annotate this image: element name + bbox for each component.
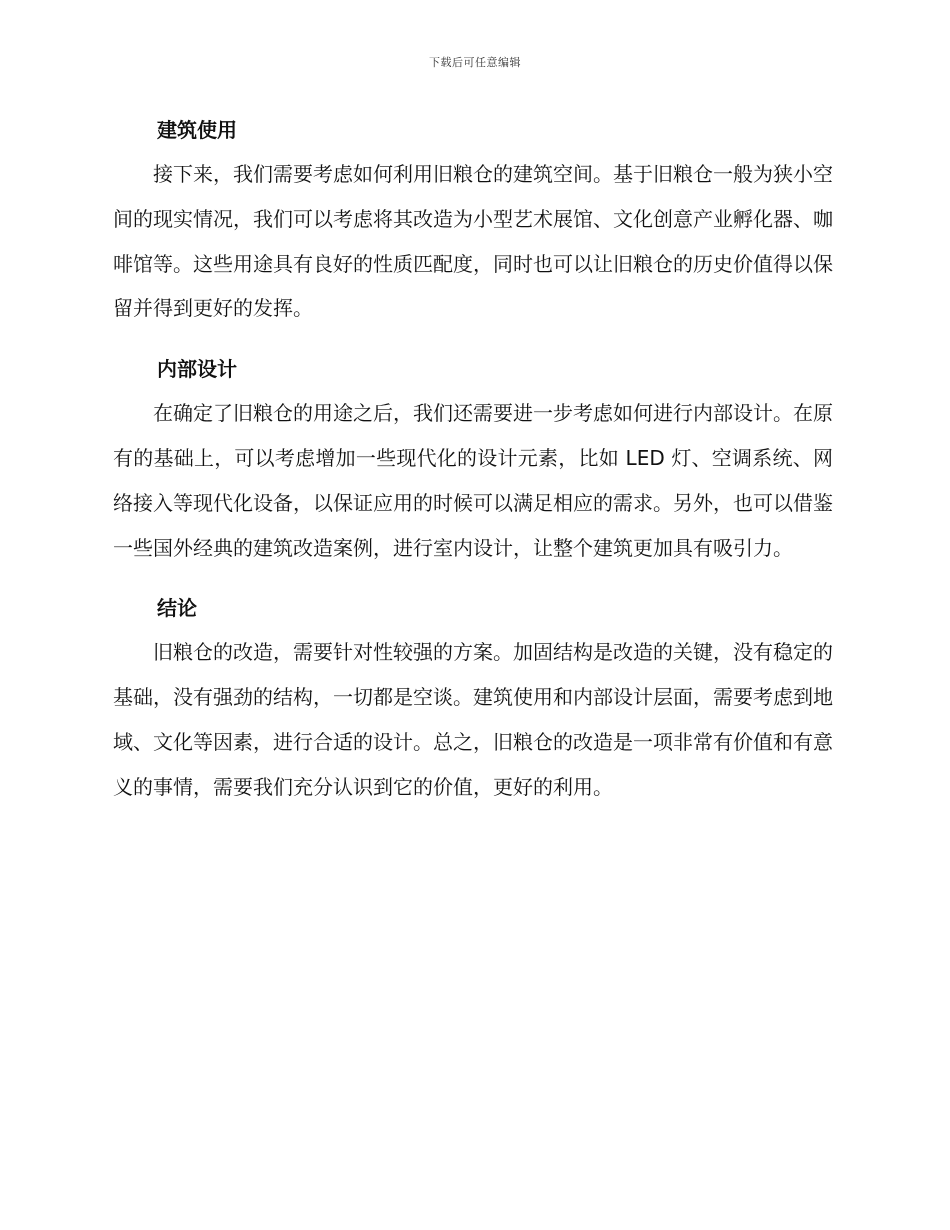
section-conclusion bbox=[113, 586, 833, 809]
section-interior-design bbox=[113, 347, 833, 570]
section-paragraph: 旧粮仓的改造，需要针对性较强的方案。加固结构是改造的关键，没有稳定的基础，没有强劲的结构，一切都是空谈。建筑使用和内部设计层面，需要考虑到地域、文化等因素，进行合适的设计。总之，旧粮仓的改造是一项非常有价值和有意义的事情，需要我们充分认识到它的价值，更好的利用。 bbox=[113, 640, 833, 799]
document-body bbox=[113, 108, 833, 826]
section-building-use bbox=[113, 108, 833, 331]
section-heading: 建筑使用 bbox=[157, 118, 237, 142]
section-paragraph: 在确定了旧粮仓的用途之后，我们还需要进一步考虑如何进行内部设计。在原有的基础上，可以考虑增加一些现代化的设计元素，比如 LED 灯、空调系统、网络接入等现代化设备，以保证应用的时候可以满足相应的需求。另外，也可以借鉴一些国外经典的建筑改造案例，进行室内设计，让整个建筑更加具有吸引力。 bbox=[113, 401, 833, 560]
section-heading: 结论 bbox=[157, 596, 197, 621]
section-heading: 内部设计 bbox=[157, 357, 237, 382]
section-paragraph: 接下来，我们需要考虑如何利用旧粮仓的建筑空间。基于旧粮仓一般为狭小空间的现实情况，我们可以考虑将其改造为小型艺术展馆、文化创意产业孵化器、咖啡馆等。这些用途具有良好的性质匹配度，同时也可以让旧粮仓的历史价值得以保留并得到更好的发挥。 bbox=[113, 162, 833, 321]
header-note: 下载后可任意编辑 bbox=[429, 56, 521, 69]
